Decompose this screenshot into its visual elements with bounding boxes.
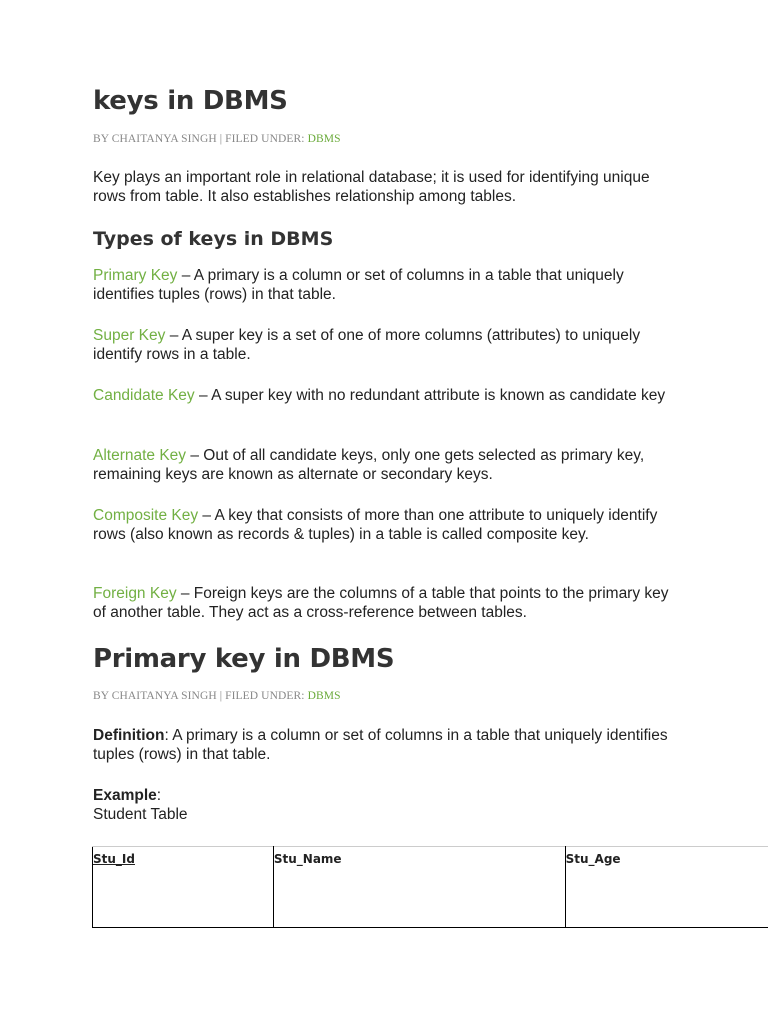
byline-2-category-link[interactable]: DBMS bbox=[307, 690, 341, 702]
column-header-stu-id: Stu_Id bbox=[93, 852, 135, 866]
key-definition-candidate bbox=[93, 387, 683, 406]
definition-text: : A primary is a column or set of columns in a table that uniquely identifies tuples (rows) in that table. bbox=[93, 727, 668, 763]
byline-author: BY CHAITANYA SINGH | FILED UNDER: bbox=[93, 133, 308, 145]
section-title-primary-key: Primary key in DBMS bbox=[93, 644, 395, 674]
key-term-super: Super Key bbox=[93, 327, 166, 344]
table-caption: Student Table bbox=[93, 805, 188, 823]
byline-2-author: BY CHAITANYA SINGH | FILED UNDER: bbox=[93, 690, 308, 702]
key-definition-alternate bbox=[93, 447, 683, 484]
key-text-candidate: – A super key with no redundant attribute is known as candidate key bbox=[194, 387, 666, 404]
key-text-primary: – A primary is a column or set of columns in a table that uniquely identifies tuples (rows) in that table. bbox=[93, 267, 624, 303]
key-term-alternate: Alternate Key bbox=[93, 447, 187, 464]
key-term-foreign: Foreign Key bbox=[93, 585, 177, 602]
example-colon: : bbox=[156, 787, 162, 804]
intro-paragraph: Key plays an important role in relational database; it is used for identifying unique rows from table. It also establishes relationship among tables. bbox=[93, 169, 650, 205]
key-term-composite: Composite Key bbox=[93, 507, 199, 524]
key-text-composite: – A key that consists of more than one attribute to uniquely identify rows (also known as records & tuples) in a table is called composite key. bbox=[93, 507, 658, 543]
key-definition-super bbox=[93, 327, 683, 364]
byline-category-link[interactable]: DBMS bbox=[307, 133, 341, 145]
byline-2 bbox=[93, 690, 341, 702]
types-subheading: Types of keys in DBMS bbox=[93, 228, 334, 250]
definition-label: Definition bbox=[93, 727, 165, 744]
key-text-super: – A super key is a set of one of more columns (attributes) to uniquely identify rows in a table. bbox=[93, 327, 641, 363]
table-row bbox=[93, 847, 768, 928]
column-header-stu-age: Stu_Age bbox=[565, 852, 621, 866]
table-cell-stu-id bbox=[93, 847, 274, 928]
page-title: keys in DBMS bbox=[93, 86, 288, 116]
key-term-primary: Primary Key bbox=[93, 267, 178, 284]
definition-paragraph bbox=[93, 727, 683, 764]
column-header-stu-name: Stu_Name bbox=[273, 852, 342, 866]
key-definition-composite bbox=[93, 507, 683, 544]
table-cell-stu-age bbox=[565, 847, 768, 928]
byline bbox=[93, 133, 341, 145]
key-term-candidate: Candidate Key bbox=[93, 387, 195, 404]
student-table bbox=[92, 846, 768, 928]
key-definition-primary bbox=[93, 267, 683, 304]
key-definition-foreign bbox=[93, 585, 683, 622]
key-text-foreign: – Foreign keys are the columns of a table that points to the primary key of another table. They act as a cross-reference between tables. bbox=[93, 585, 669, 621]
table-cell-stu-name bbox=[273, 847, 565, 928]
example-label: Example bbox=[93, 787, 157, 804]
example-paragraph bbox=[93, 787, 683, 824]
key-text-alternate: – Out of all candidate keys, only one gets selected as primary key, remaining keys are known as alternate or secondary keys. bbox=[93, 447, 645, 483]
